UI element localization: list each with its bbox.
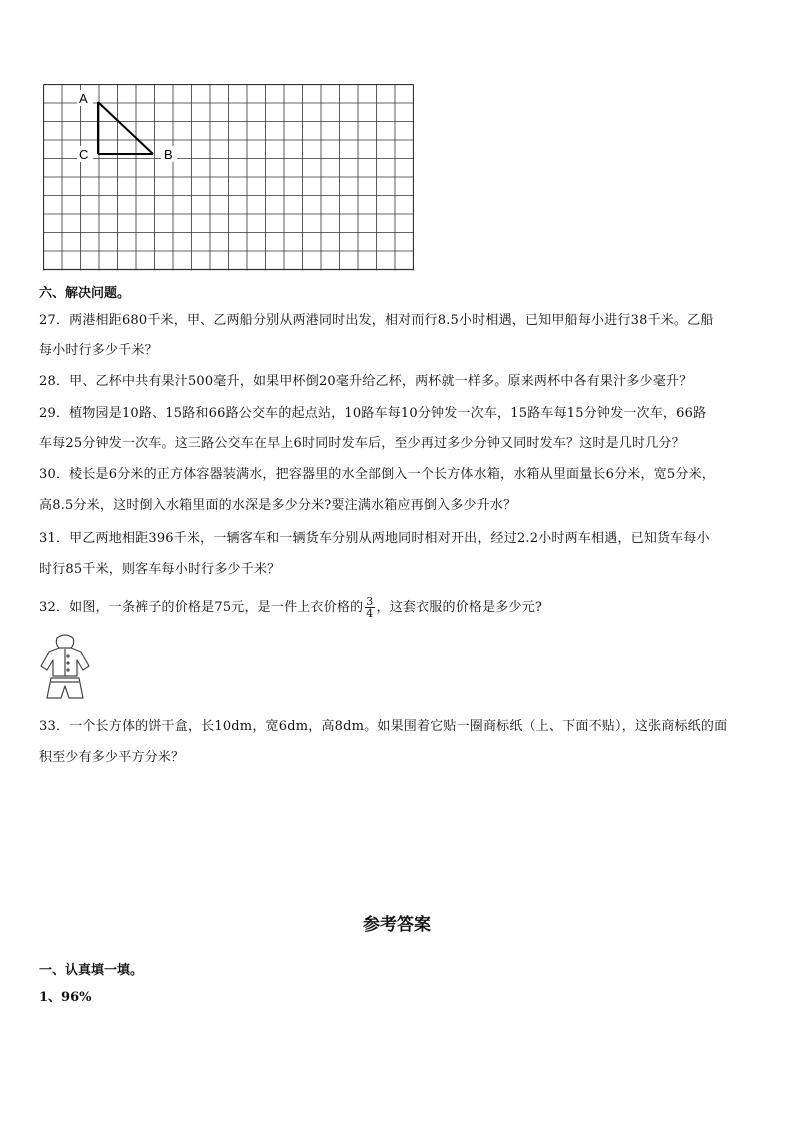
q27-line1: 27．两港相距680千米，甲、乙两船分别从两港同时出发，相对而行8.5小时相遇，已知甲船每小进行38千米。乙船 [39,313,714,328]
answers-section-one: 一、认真填一填。 [39,963,144,978]
section-six-title: 六、解决问题。 [39,286,131,301]
grid-figure [43,84,414,271]
answer-1: 1、96% [39,990,92,1005]
clothes-icon [35,632,95,702]
q33-line2: 积至少有多少平方分米？ [39,750,185,765]
q31-line2: 时行85千米，则客车每小时行多少千米？ [39,562,281,577]
q27-line2: 每小时行多少千米？ [39,343,158,358]
q30-line2: 高8.5分米，这时倒入水箱里面的水深是多少分米?要注满水箱应再倒入多少升水？ [39,498,517,513]
vertex-label-a: A [79,91,88,106]
q33-line1: 33．一个长方体的饼干盒，长10dm，宽6dm，高8dm。如果围着它贴一圈商标纸（上、下面不贴），这张商标纸的面 [39,719,728,734]
clothes-illustration [35,632,95,702]
q29-line2: 车每25分钟发一次车。这三路公交车在早上6时同时发车后，至少再过多少分钟又同时发车？这时是几时几分？ [39,436,685,451]
q30-line1: 30．棱长是6分米的正方体容器装满水，把容器里的水全部倒入一个长方体水箱，水箱从里面量长6分米，宽5分米， [39,467,715,482]
fraction-denominator: 4 [366,607,374,620]
q32-before: 32．如图，一条裤子的价格是75元，是一件上衣价格的 [39,600,364,615]
q32-line [39,596,542,619]
fraction-numerator: 3 [366,595,374,608]
q28-line1: 28．甲、乙杯中共有果汁500毫升，如果甲杯倒20毫升给乙杯，两杯就一样多。原来两杯中各有果汁多少毫升？ [39,374,693,389]
q32-after: ，这套衣服的价格是多少元? [376,600,543,615]
vertex-label-c: C [79,147,89,162]
q31-line1: 31．甲乙两地相距396千米，一辆客车和一辆货车分别从两地同时相对开出，经过2.2小时两车相遇，已知货车每小 [39,531,710,546]
q29-line1: 29．植物园是10路、15路和66路公交车的起点站，10路车每10分钟发一次车，15路车每15分钟发一次车，66路 [39,406,707,421]
answers-title: 参考答案 [363,915,431,935]
fraction-three-quarters [365,596,374,619]
grid-svg [43,84,414,271]
triangle-side-ab [98,102,153,154]
vertex-label-b: B [164,147,173,162]
